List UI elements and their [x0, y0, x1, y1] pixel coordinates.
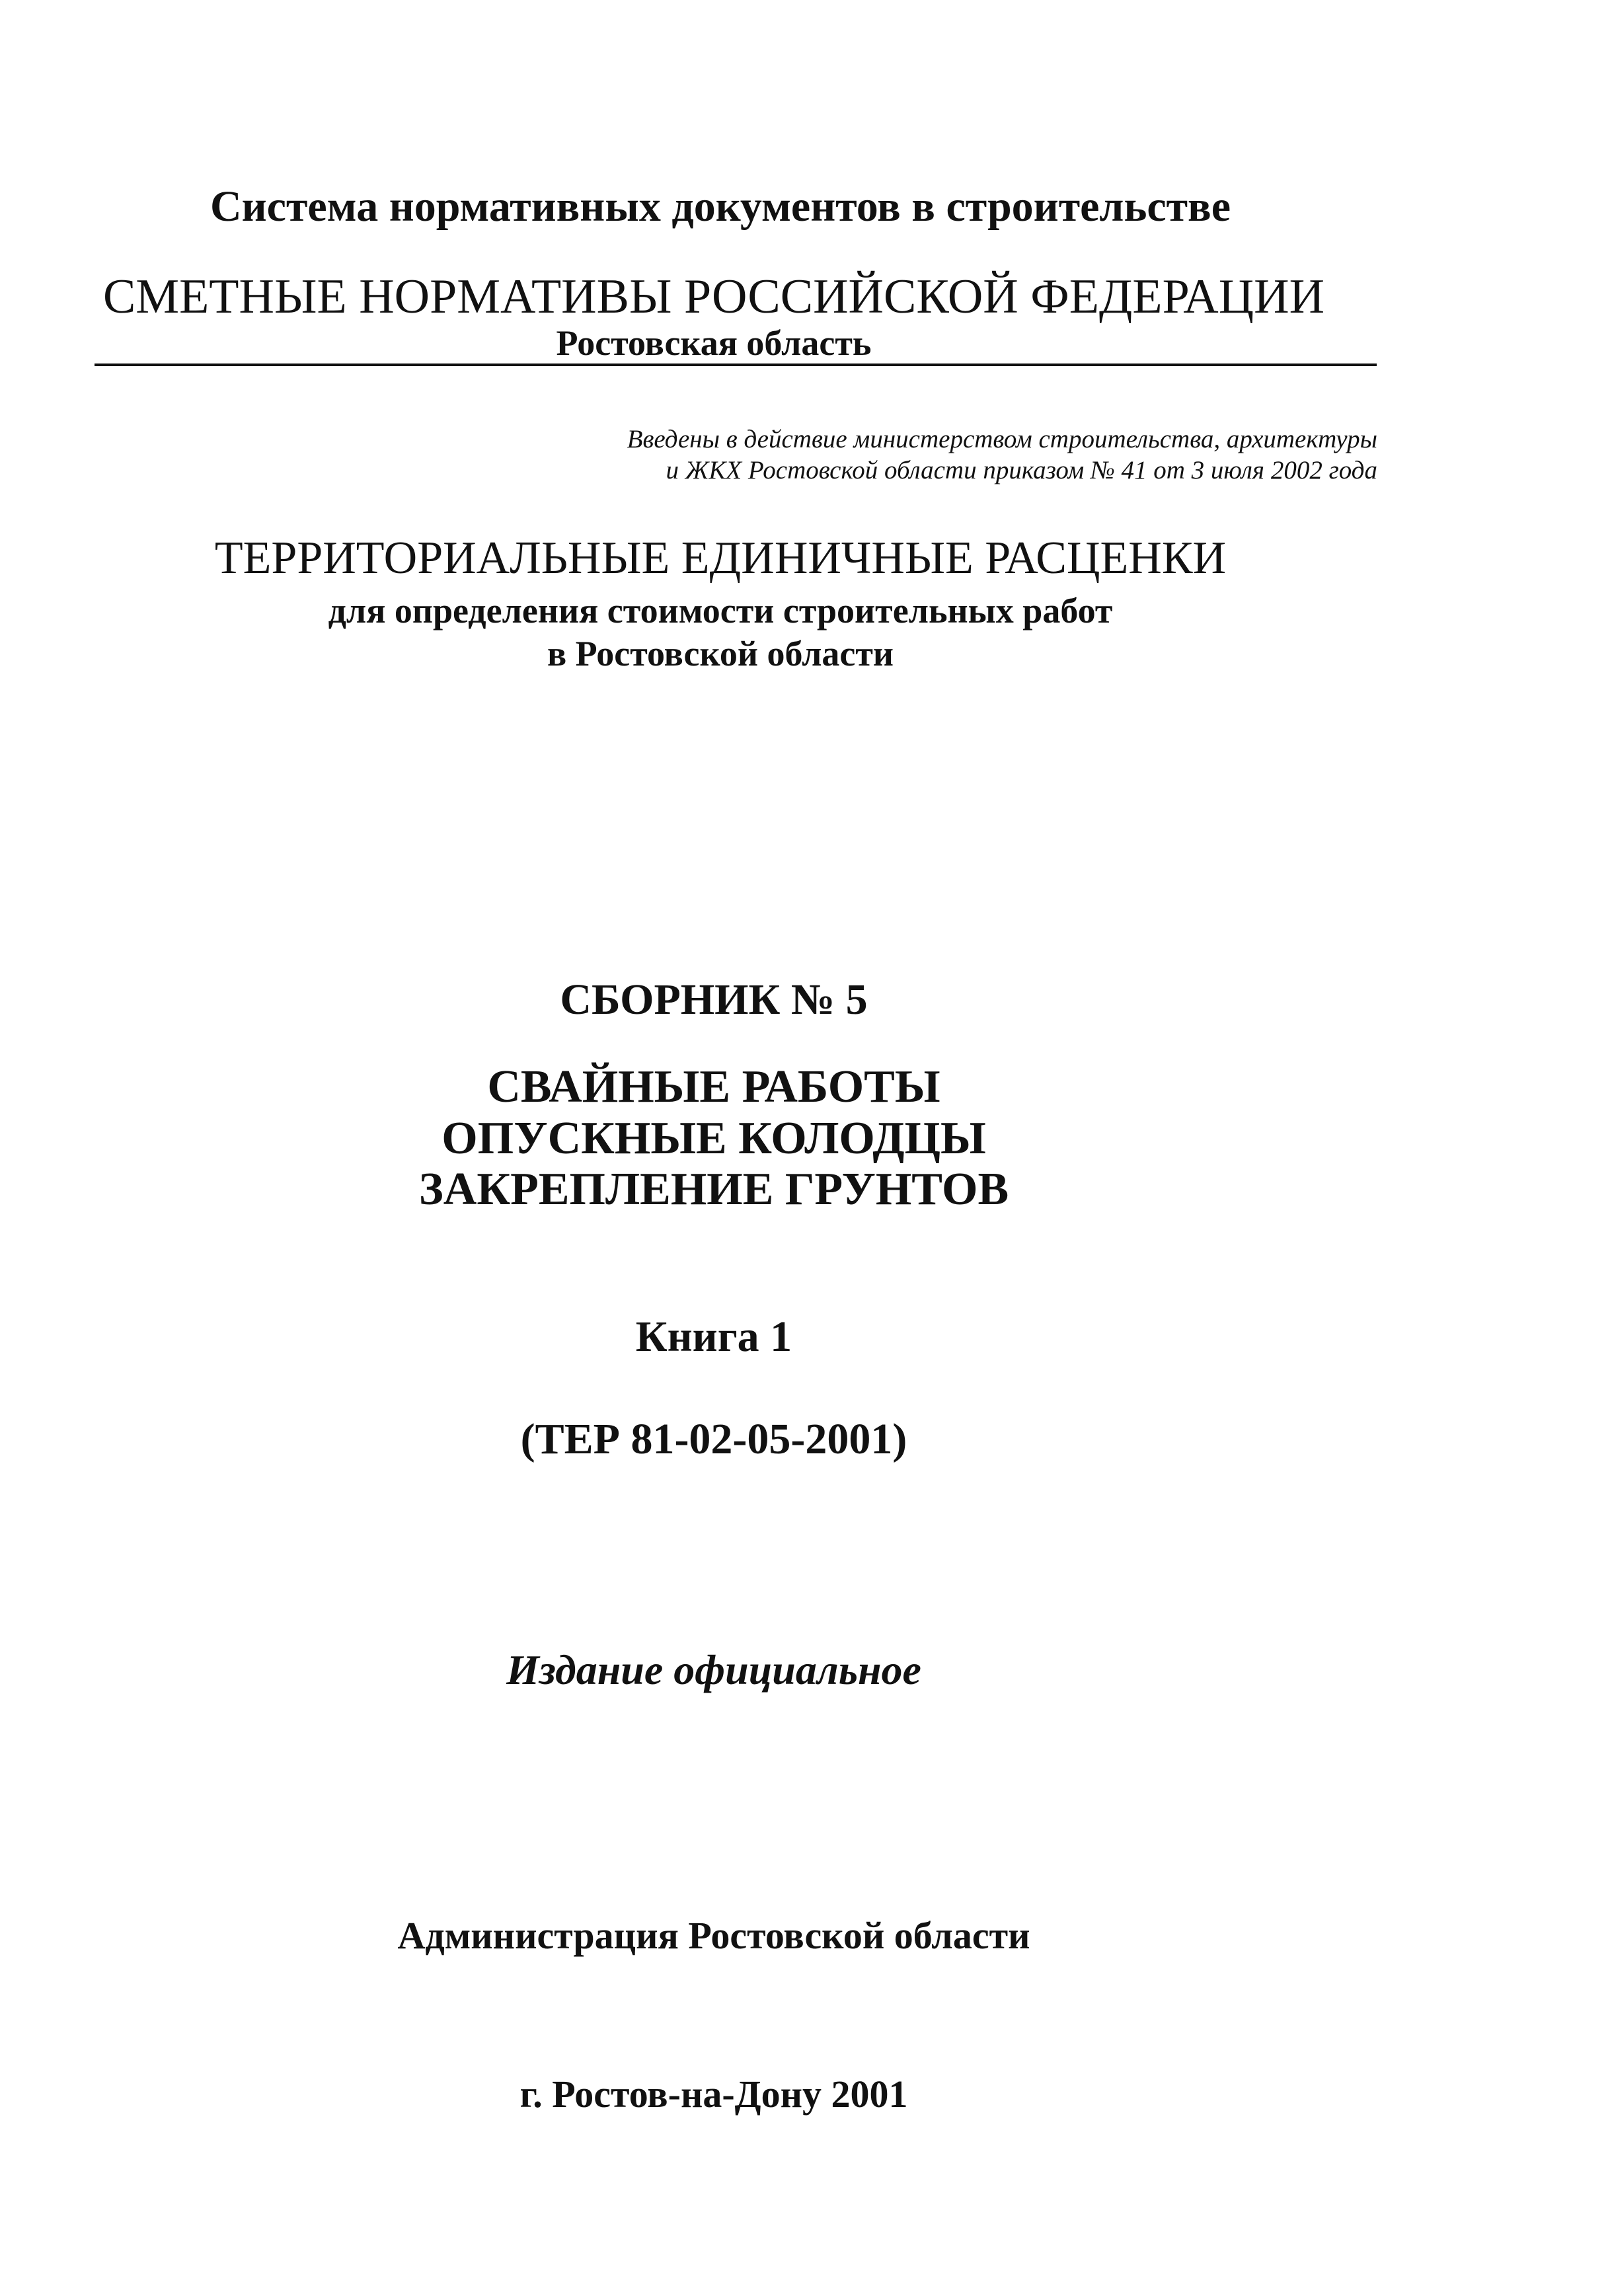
document-code: (ТЕР 81-02-05-2001) [520, 1415, 907, 1463]
rates-title: ТЕРРИТОРИАЛЬНЫЕ ЕДИНИЧНЫЕ РАСЦЕНКИ [214, 533, 1227, 584]
estimate-norms-title: СМЕТНЫЕ НОРМАТИВЫ РОССИЙСКОЙ ФЕДЕРАЦИИ [102, 270, 1325, 324]
collection-number: СБОРНИК № 5 [560, 976, 868, 1024]
section-title-piling: СВАЙНЫЕ РАБОТЫ [487, 1061, 940, 1112]
rates-subtitle-line-1: для определения стоимости строительных работ [328, 591, 1113, 631]
place-and-year: г. Ростов-на-Дону 2001 [519, 2073, 908, 2116]
edition-label: Издание официальное [506, 1646, 921, 1693]
introduction-note-line-2: и ЖКХ Ростовской области приказом № 41 от 3 июля 2002 года [666, 456, 1377, 484]
region-subtitle: Ростовская область [556, 323, 872, 363]
header-divider [95, 364, 1377, 366]
book-label: Книга 1 [635, 1313, 792, 1361]
introduction-note-line-1: Введены в действие министерством строительства, архитектуры [627, 425, 1377, 453]
section-title-soil-stabilization: ЗАКРЕПЛЕНИЕ ГРУНТОВ [418, 1164, 1009, 1215]
section-title-caissons: ОПУСКНЫЕ КОЛОДЦЫ [441, 1113, 986, 1164]
system-title: Система нормативных документов в строительстве [210, 182, 1231, 231]
rates-subtitle-line-2: в Ростовской области [547, 634, 894, 673]
publisher: Администрация Ростовской области [397, 1914, 1030, 1957]
